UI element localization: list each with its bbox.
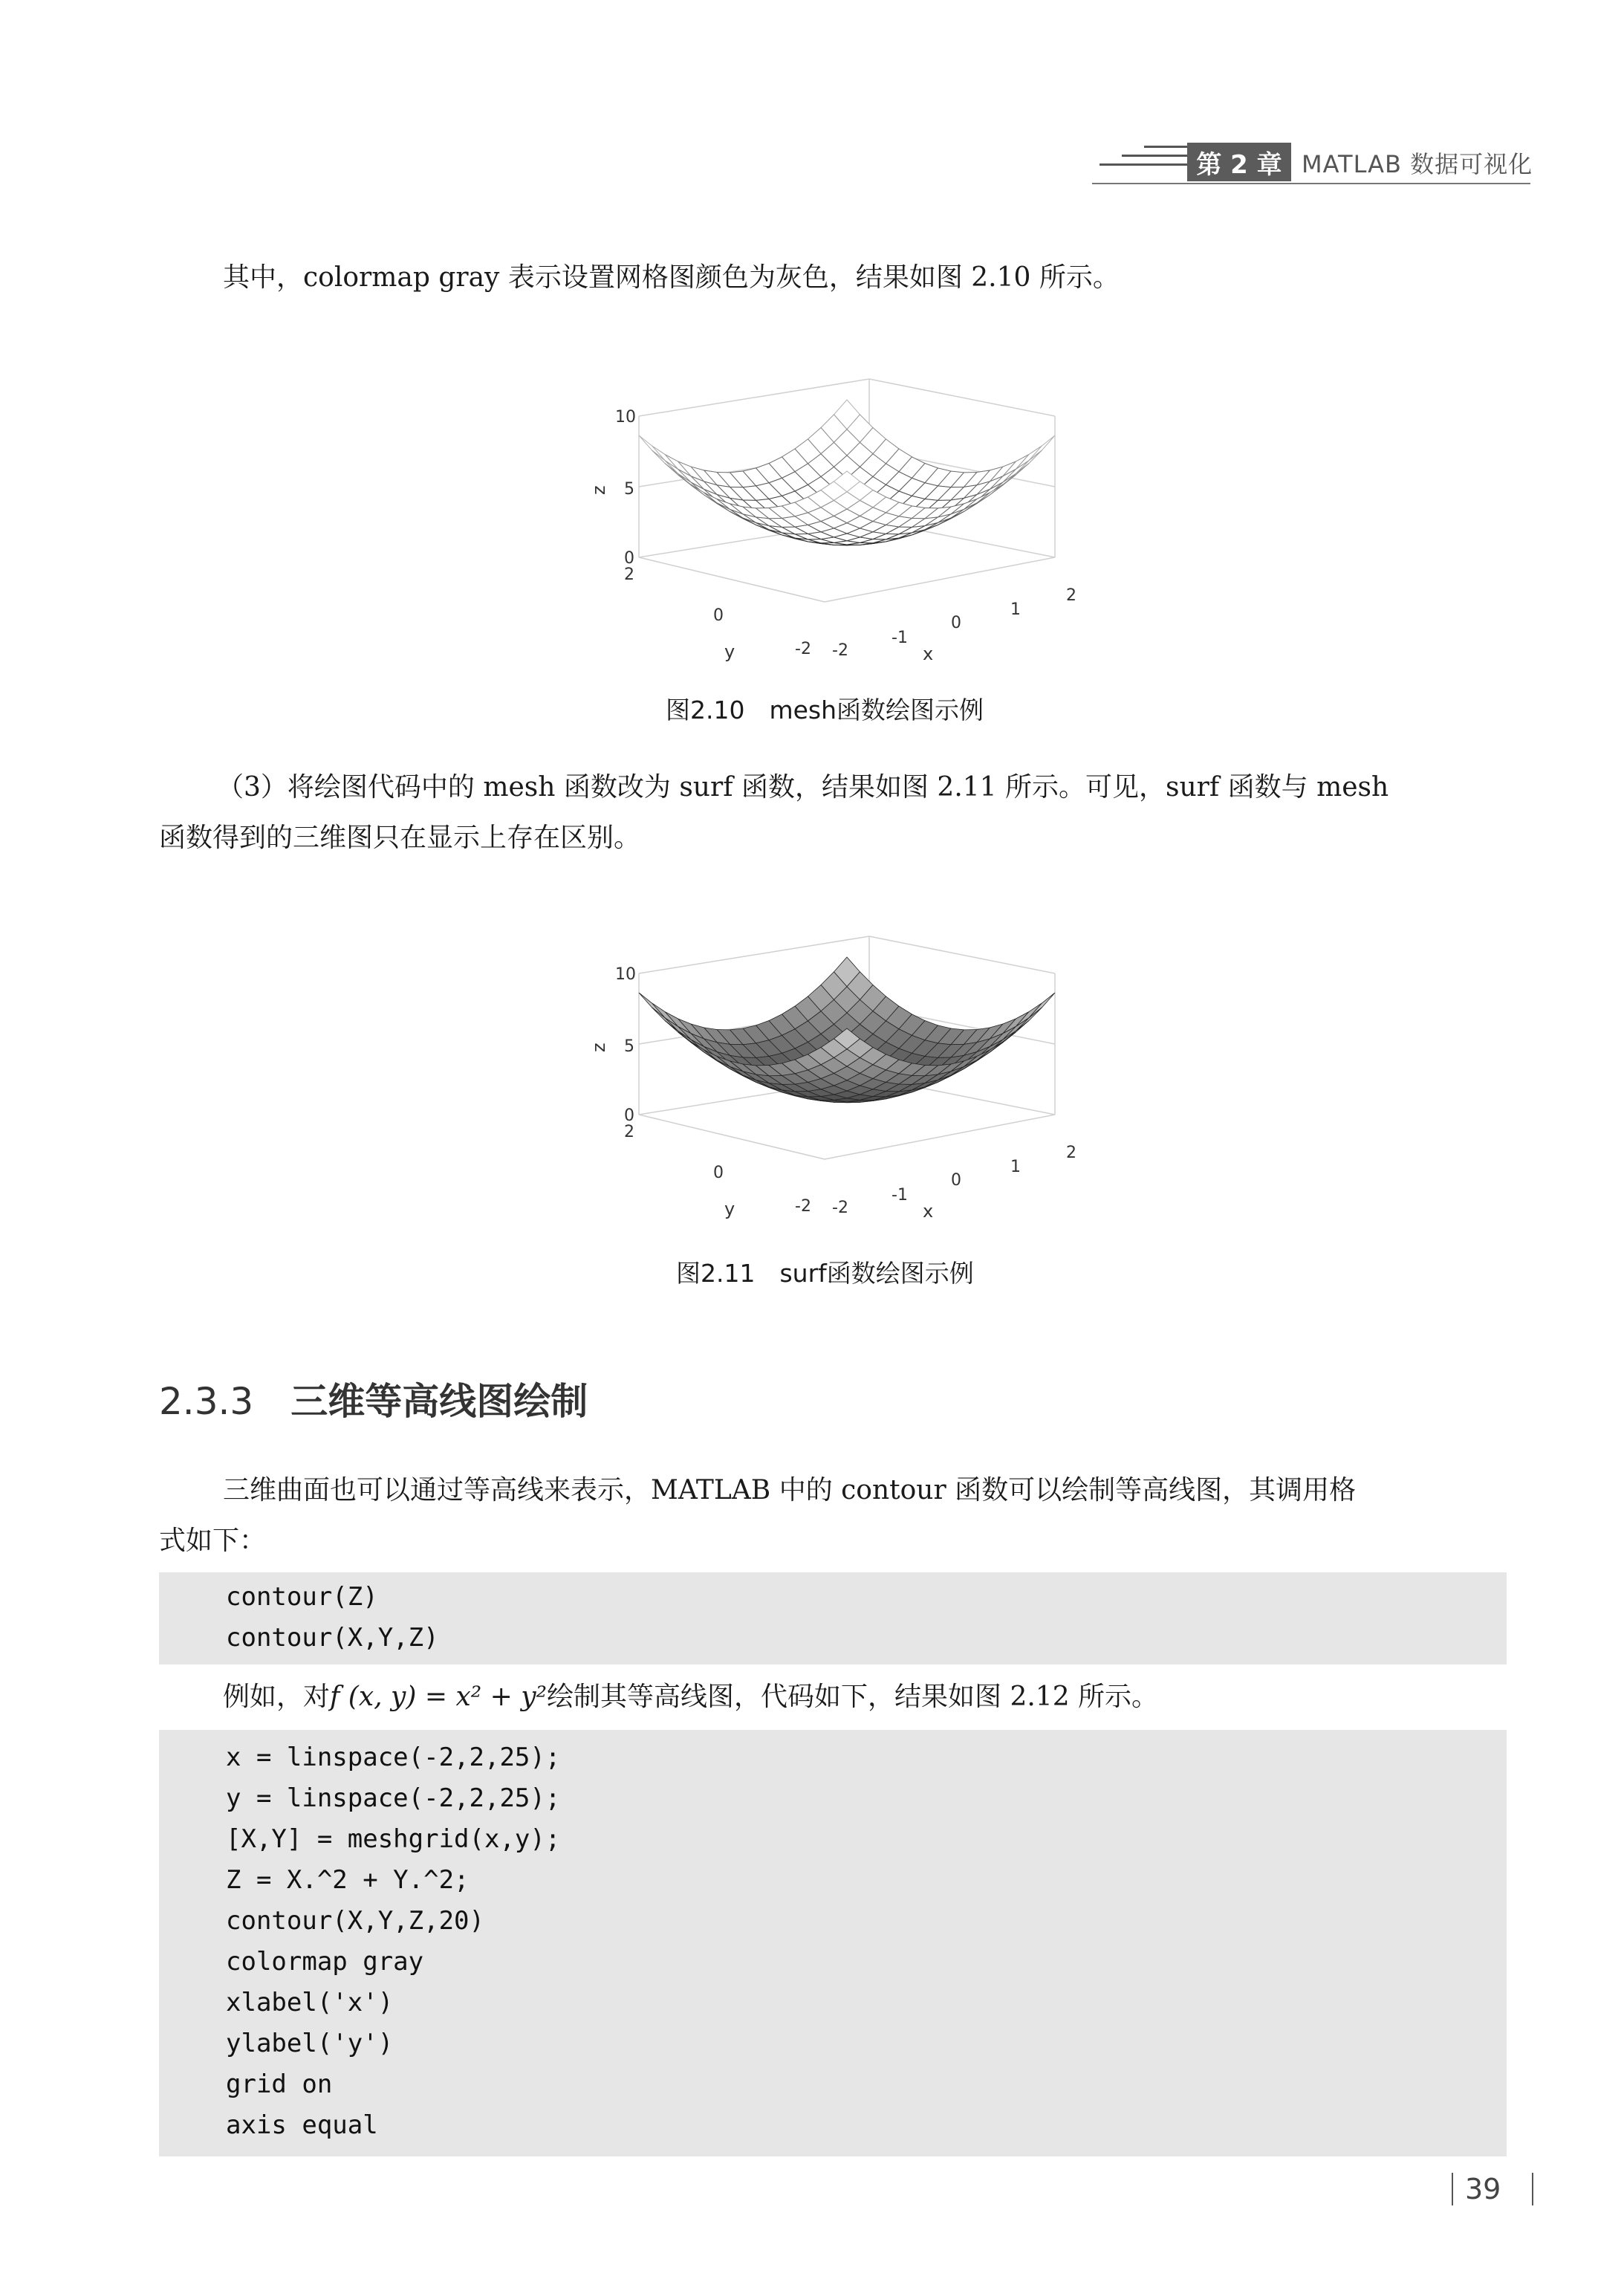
code-line: contour(X,Y,Z) [226,1623,439,1653]
x-tick-0: 0 [951,1171,961,1190]
mesh-figure [572,364,1092,684]
code-line: Z = X.^2 + Y.^2; [226,1865,470,1895]
code-line: xlabel('x') [226,1988,394,2017]
code-line: grid on [226,2069,333,2099]
surf-surface [639,957,1055,1103]
z-tick-5: 5 [624,1037,634,1056]
intro-paragraph: 其中，colormap gray 表示设置网格图颜色为灰色，结果如图 2.10 所示。 [223,262,1120,293]
y-tick-2: 2 [624,565,634,584]
surface-patch [1016,446,1042,470]
surface-patch [652,1003,678,1027]
code-line: axis equal [226,2110,378,2140]
z-tick-0: 0 [624,1106,634,1125]
y-tick-neg2: -2 [795,640,811,658]
code-line: x = linspace(-2,2,25); [226,1743,561,1772]
page-number: 39 [1465,2173,1501,2205]
header-decoration-lines [1100,143,1189,172]
surf-paragraph-line1: （3）将绘图代码中的 mesh 函数改为 surf 函数，结果如图 2.11 所示。可见，surf 函数与 mesh [217,772,1389,803]
page-number-bar-right [1532,2173,1533,2205]
z-tick-10: 10 [615,408,636,427]
z-axis-label: z [588,1043,609,1052]
contour-paragraph-line1: 三维曲面也可以通过等高线来表示，MATLAB 中的 contour 函数可以绘制等高线图，其调用格 [223,1475,1357,1505]
surface-patch [1029,435,1055,461]
chapter-title: MATLAB 数据可视化 [1302,150,1533,178]
code-line: colormap gray [226,1947,424,1977]
y-tick-0: 0 [713,1164,724,1182]
surf-figure [572,921,1092,1241]
surface-patch [1029,993,1055,1018]
x-tick-0: 0 [951,614,961,632]
example-prefix: 例如，对 [223,1682,331,1712]
section-number: 2.3.3 [159,1380,254,1423]
example-formula: f (x, y) = x² + y² [330,1682,548,1712]
code-line: contour(Z) [226,1582,378,1612]
code-line: ylabel('y') [226,2029,394,2058]
z-tick-5: 5 [624,480,634,499]
surface-patch [652,446,678,470]
x-tick-neg2: -2 [832,1199,848,1217]
x-tick-neg2: -2 [832,641,848,660]
surface-patch [639,993,665,1018]
contour-paragraph-line2: 式如下： [159,1526,267,1556]
x-tick-neg1: -1 [891,1186,908,1205]
x-tick-neg1: -1 [891,629,908,647]
z-tick-0: 0 [624,549,634,568]
x-axis-label: x [923,644,934,664]
y-tick-2: 2 [624,1123,634,1141]
example-paragraph [223,1672,1158,1722]
chapter-label: 第 2 章 [1187,143,1291,181]
z-tick-10: 10 [615,965,636,984]
code-line: [X,Y] = meshgrid(x,y); [226,1824,561,1854]
example-suffix: 绘制其等高线图，代码如下，结果如图 2.12 所示。 [547,1682,1159,1712]
surface-patch [639,435,665,461]
surface-patch [1016,1003,1042,1027]
surf-paragraph-line2: 函数得到的三维图只在显示上存在区别。 [159,823,641,853]
page-number-bar-left [1452,2173,1453,2205]
x-tick-2: 2 [1066,586,1076,605]
y-axis-label: y [724,1199,735,1219]
code-block-example [159,1730,1507,2156]
x-tick-2: 2 [1066,1144,1076,1162]
z-axis-label: z [588,485,609,495]
section-heading [159,1372,588,1425]
y-tick-neg2: -2 [795,1197,811,1216]
code-line: contour(X,Y,Z,20) [226,1906,484,1936]
y-axis-label: y [724,641,735,662]
x-tick-1: 1 [1010,1158,1021,1176]
mesh-figure-caption: 图2.10 mesh函数绘图示例 [666,696,984,725]
code-block-syntax [159,1572,1507,1665]
section-title: 三维等高线图绘制 [290,1380,588,1423]
code-line: y = linspace(-2,2,25); [226,1783,561,1813]
y-tick-0: 0 [713,606,724,625]
x-axis-label: x [923,1201,934,1222]
header-rule [1092,183,1530,184]
surf-figure-caption: 图2.11 surf函数绘图示例 [676,1259,974,1288]
mesh-surface [639,400,1055,545]
x-tick-1: 1 [1010,600,1021,619]
